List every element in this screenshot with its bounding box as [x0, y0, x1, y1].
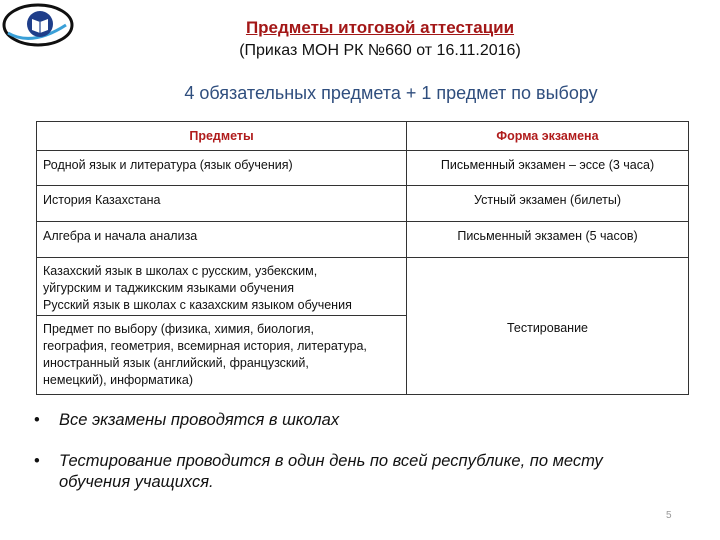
subject-cell	[37, 258, 407, 316]
exam-form-cell: Устный экзамен (билеты)	[407, 186, 689, 222]
ministry-logo-icon	[2, 3, 74, 47]
bullet-icon: •	[34, 452, 40, 470]
lead-statement: 4 обязательных предмета + 1 предмет по выбору	[184, 83, 598, 103]
subject-line: Русский язык в школах с казахским языком обучения	[43, 298, 352, 312]
page-subtitle: (Приказ МОН РК №660 от 16.11.2016)	[239, 42, 521, 59]
subject-cell: Алгебра и начала анализа	[37, 222, 407, 258]
subject-cell: Родной язык и литература (язык обучения)	[37, 151, 407, 186]
note-line: Тестирование проводится в один день по всей республике, по месту	[59, 452, 603, 470]
note-line: Все экзамены проводятся в школах	[59, 411, 340, 429]
subject-line: иностранный язык (английский, французский,	[43, 356, 309, 370]
subject-line: Предмет по выбору (физика, химия, биология,	[43, 322, 314, 336]
notes-list	[34, 410, 674, 493]
subject-cell	[37, 316, 407, 395]
exam-table	[36, 121, 689, 395]
exam-form-cell: Письменный экзамен (5 часов)	[407, 222, 689, 258]
exam-form-cell-testing: Тестирование	[407, 258, 689, 395]
bullet-icon: •	[34, 411, 40, 429]
header-subjects: Предметы	[37, 122, 407, 151]
list-item	[34, 451, 674, 493]
header-exam-form: Форма экзамена	[407, 122, 689, 151]
list-item	[34, 410, 674, 431]
table-row	[37, 258, 689, 316]
table-row	[37, 186, 689, 222]
page-number: 5	[666, 510, 672, 521]
subject-line: география, геометрия, всемирная история, литература,	[43, 339, 367, 353]
subject-line: немецкий), информатика)	[43, 373, 194, 387]
table-header-row	[37, 122, 689, 151]
page-title: Предметы итоговой аттестации	[245, 18, 515, 37]
exam-form-cell: Письменный экзамен – эссе (3 часа)	[407, 151, 689, 186]
subject-line: Казахский язык в школах с русским, узбекским,	[43, 264, 318, 278]
subject-cell: История Казахстана	[37, 186, 407, 222]
table-row	[37, 222, 689, 258]
note-line: обучения учащихся.	[59, 473, 214, 491]
table-row	[37, 151, 689, 186]
subject-line: уйгурским и таджикским языками обучения	[43, 281, 295, 295]
